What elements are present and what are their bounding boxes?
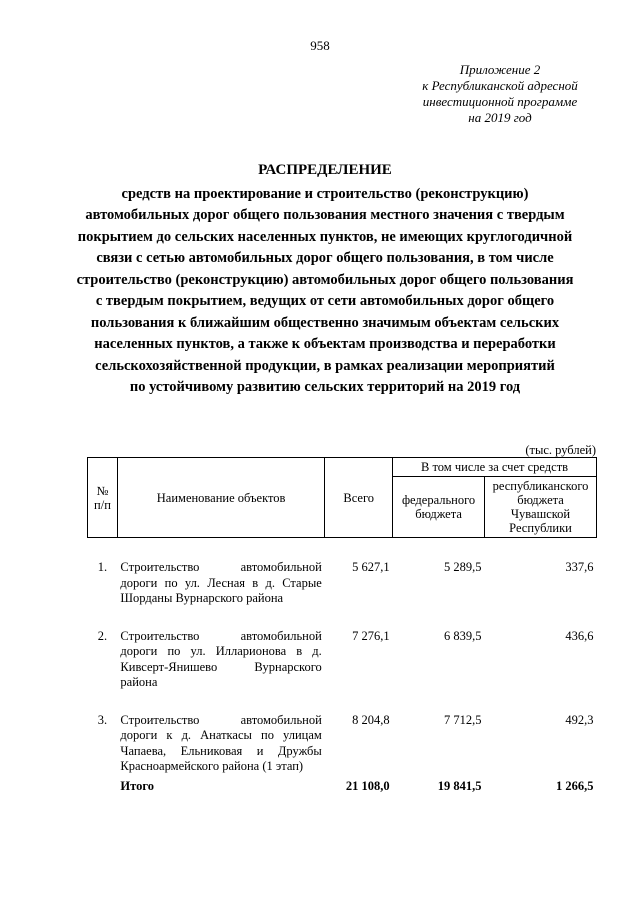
table-row (88, 629, 597, 691)
row-republic: 492,3 (565, 712, 594, 727)
row-name: Строительство автомобильной дороги по ул. Илларионова в д. Кивсерт-Янишево Вурнарского района (120, 628, 322, 689)
row-republic: 337,6 (565, 560, 594, 574)
total-federal: 19 841,5 (437, 778, 482, 793)
total-row (88, 775, 597, 795)
appendix-note (400, 62, 600, 126)
header-republic: республиканского бюджета Чувашской Республики (485, 477, 597, 538)
row-federal: 6 839,5 (444, 628, 482, 643)
budget-table (87, 457, 597, 794)
appendix-line: на 2019 год (468, 110, 532, 125)
row-total: 5 627,1 (352, 560, 390, 574)
units-label: (тыс. рублей) (525, 443, 596, 457)
table-row (88, 713, 597, 775)
header-name: Наименование объектов (117, 458, 324, 538)
title-line: населенных пунктов, а также к объектам производства и переработки (94, 336, 556, 352)
header-including: В том числе за счет средств (393, 458, 597, 477)
appendix-line: инвестиционной программе (422, 94, 578, 109)
row-num: 2. (97, 628, 108, 643)
title-line: по устойчивому развитию сельских территорий на 2019 год (129, 379, 521, 395)
header-total: Всего (325, 458, 393, 538)
row-federal: 7 712,5 (444, 712, 482, 727)
appendix-line: Приложение 2 (459, 62, 541, 77)
row-num: 1. (97, 560, 108, 574)
total-republic: 1 266,5 (556, 778, 594, 793)
total-label: Итого (120, 778, 154, 793)
title-line: покрытием до сельских населенных пунктов, не имеющих круглогодичной (77, 228, 573, 245)
title-heading: РАСПРЕДЕЛЕНИЕ (258, 162, 392, 178)
header-num: № п/п (88, 458, 118, 538)
row-name: Строительство автомобильной дороги по ул. Лесная в д. Старые Шорданы Вурнарского района (120, 560, 322, 605)
title-line: с твердым покрытием, ведущих от сети автомобильных дорог общего (95, 293, 555, 309)
title-line: средств на проектирование и строительство (реконструкцию) (121, 185, 529, 202)
appendix-line: к Республиканской адресной (422, 78, 578, 93)
table-row (88, 560, 597, 607)
title-line: сельскохозяйственной продукции, в рамках реализации мероприятий (95, 357, 555, 374)
title-line: строительство (реконструкцию) автомобильных дорог общего пользования (76, 271, 574, 288)
row-name: Строительство автомобильной дороги к д. Анаткасы по улицам Чапаева, Ельниковая и Дружбы Красноармейского района (1 этап) (120, 712, 322, 773)
title-line: автомобильных дорог общего пользования местного значения с твердым (85, 207, 565, 223)
row-republic: 436,6 (565, 628, 594, 643)
row-total: 8 204,8 (352, 712, 390, 727)
page-number: 958 (310, 38, 330, 53)
document-title (60, 160, 590, 399)
total-sum: 21 108,0 (345, 778, 390, 793)
title-line: связи с сетью автомобильных дорог общего пользования, в том числе (96, 250, 554, 266)
header-federal: федерального бюджета (393, 477, 485, 538)
row-num: 3. (97, 712, 108, 727)
row-total: 7 276,1 (352, 628, 390, 643)
title-line: пользования к ближайшим общественно значимым объектам сельских (90, 314, 560, 331)
row-federal: 5 289,5 (444, 560, 482, 574)
